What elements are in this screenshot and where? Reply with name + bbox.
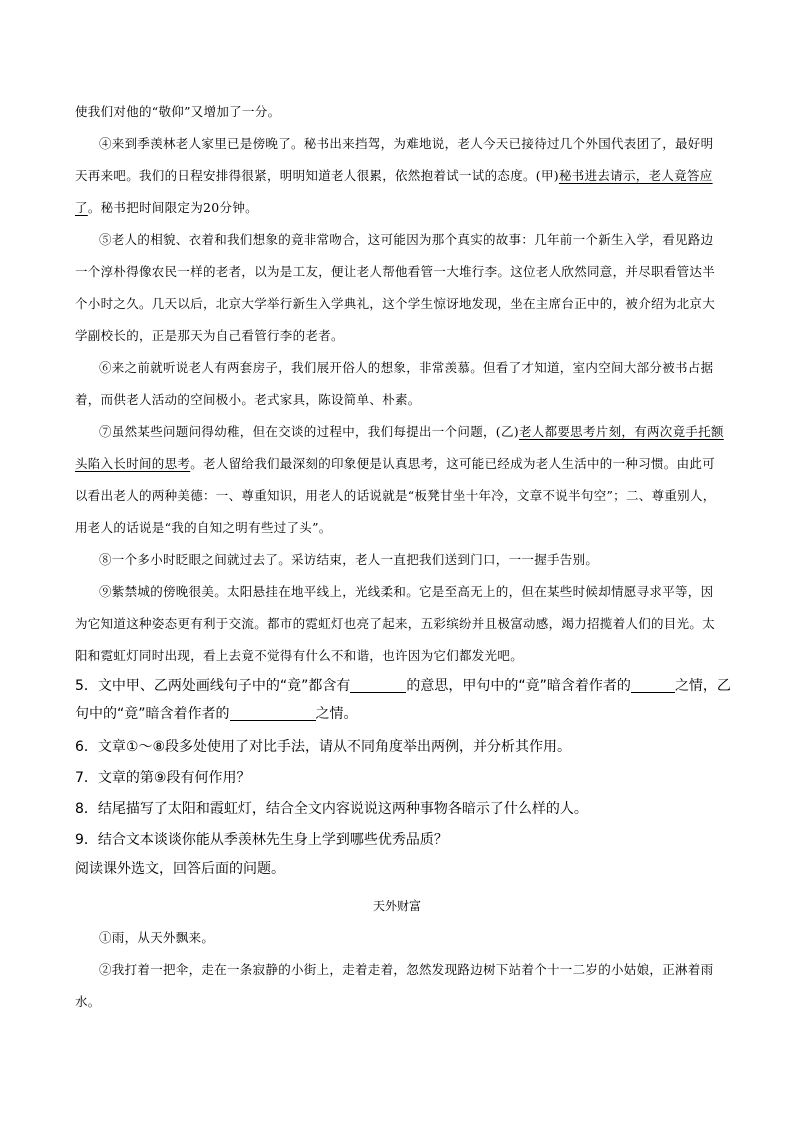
answer-blank[interactable] [631, 677, 675, 693]
answer-blank[interactable] [230, 705, 316, 721]
paragraph-1: ①雨，从天外飘来。 [99, 930, 215, 945]
paragraph-5: ⑤老人的相貌、衣着和我们想象的竟非常吻合，这可能因为那个真实的故事：几年前一个新生入学，看见路边一个淳朴得像农民一样的老者，以为是工友，便让老人帮他看管一大堆行李。这位老人欣然同意，并尽职看管达半个小时之久。几天以后，北京大学举行新生入学典礼，这个学生惊讶地发现，坐在主席台正中的，被介绍为北京大学副校长的，正是那天为自己看管行李的老者。 [75, 232, 716, 343]
paragraph-7: ⑦虽然某些问题问得幼稚，但在交谈的过程中，我们每提出一个问题，(乙)老人都要思考片刻，有两次竟手托额头陷入长时间的思考。老人留给我们最深刻的印象便是认真思考，这可能已经成为老人生活中的一种习惯。由此可以看出老人的两种美德：一、尊重知识，用老人的话说就是“板凳甘坐十年冷，文章不说半句空”；二、尊重别人，用老人的话说是“我的自知之明有些过了头”。 [75, 424, 724, 535]
question-7: 7．文章的第⑨段有何作用？ [75, 770, 251, 786]
question-8: 8．结尾描写了太阳和霞虹灯，结合全文内容说说这两种事物各暗示了什么样的人。 [75, 801, 588, 817]
question-9: 9．结合文本谈谈你能从季羡林先生身上学到哪些优秀品质？ [75, 832, 448, 848]
passage-title: 天外财富 [372, 899, 421, 913]
paragraph-2: ②我打着一把伞，走在一条寂静的小街上，走着走着，忽然发现路边树下站着个十一二岁的小姑娘，正淋着雨水。 [75, 962, 714, 1009]
paragraph-9: ⑨紫禁城的傍晚很美。太阳悬挂在地平线上，光线柔和。它是至高无上的，但在某些时候却情愿寻求平等，因为它知道这种姿态更有利于交流。都市的霓虹灯也亮了起来，五彩缤纷并且极富动感，竭力招揽着人们的目光。太阳和霓虹灯同时出现，看上去竟不觉得有什么不和谐，也许因为它们都发光吧。 [75, 584, 716, 663]
question-5: 5．文中甲、乙两处画线句子中的“竟”都含有 的意思，甲句中的“竟”暗含着作者的 之情，乙 句中的“竟”暗含着作者的 之情。 [75, 678, 731, 722]
reading-instruction: 阅读课外选文，回答后面的问题。 [75, 861, 285, 877]
question-6: 6．文章①～⑧段多处使用了对比手法，请从不同角度举出两例，并分析其作用。 [75, 739, 572, 755]
paragraph-4: ④来到季羡林老人家里已是傍晚了。秘书出来挡驾，为难地说，老人今天已接待过几个外国代表团了，最好明天再来吧。我们的日程安排得很紧，明明知道老人很累，依然抱着试一试的态度。(甲)秘书进去请示，老人竟答应了。秘书把时间限定为20分钟。 [75, 136, 714, 215]
paragraph-8: ⑧一个多小时眨眼之间就过去了。采访结束，老人一直把我们送到门口，一一握手告别。 [99, 552, 599, 567]
paragraph-6: ⑥来之前就听说老人有两套房子，我们展开俗人的想象，非常羡慕。但看了才知道，室内空间大部分被书占据着，而供老人活动的空间极小。老式家具，陈设简单、朴素。 [75, 360, 714, 407]
underlined-sentence-jia: 秘书进去请示，老人竟答应了 [75, 168, 713, 215]
underlined-sentence-yi: 老人都要思考片刻，有两次竟手托额头陷入长时间的思考 [75, 424, 724, 471]
answer-blank[interactable] [350, 677, 406, 693]
passage-line: 使我们对他的“敬仰”又增加了一分。 [75, 104, 281, 119]
